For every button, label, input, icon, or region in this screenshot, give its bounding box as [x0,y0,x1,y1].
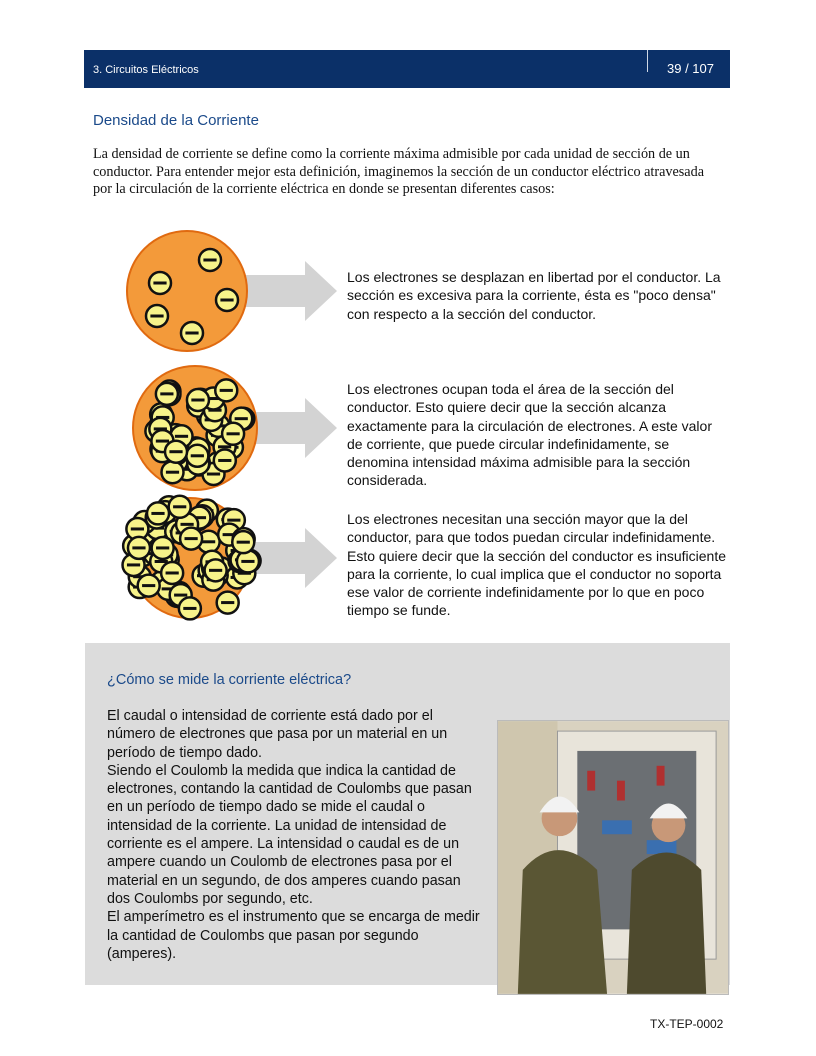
section-heading: Densidad de la Corriente [93,112,259,129]
page-number: 39 / 107 [667,61,714,76]
current-density-diagram [120,228,352,633]
technicians-photo [497,720,729,995]
info-heading: ¿Cómo se mide la corriente eléctrica? [107,672,352,688]
page-header [84,50,730,88]
case-1-text: Los electrones se desplazan en libertad por el conductor. La sección es excesiva para la corriente, ésta es "poco densa" con respecto a la sección del conductor. [347,269,721,322]
arrow-icon [245,398,337,458]
case-2-text: Los electrones ocupan toda el área de la sección del conductor. Esto quiere decir que la sección alcanza exactamente para la circulación de electrones. A este valor de corriente, que puede circular indefinidamente, se denomina intensidad máxima admisible para la sección considerada. [347,381,712,489]
case-3-text: Los electrones necesitan una sección mayor que la del conductor, para que todos puedan circular indefinidamente. Esto quiere decir que la sección del conductor es insuficiente para la corriente, lo cual implica que el conductor no soporta ese valor de corriente indefinidamente por lo que en poco tiempo se funde. [347,511,726,619]
info-text: El caudal o intensidad de corriente está dado por el número de electrones que pasa por un material en un período de tiempo dado. Siendo el Coulomb la medida que indica la cantidad de electrones, contando la cantidad de Coulombs que pasan en un período de tiempo dado se mide el caudal o intensidad de la corriente. La unidad de intensidad de corriente es el ampere. La intensidad o caudal es de un ampere cuando un Coulomb de electrones pasa por el material en un segundo, de dos amperes cuando pasan dos Coulombs por segundo, etc. El amperímetro es el instrumento que se encarga de medir la cantidad de Coulombs que pasan por segundo (amperes). [107,708,480,962]
intro-paragraph: La densidad de corriente se define como la corriente máxima admisible por cada unidad de sección de un conductor. Para entender mejor esta definición, imaginemos la sección de un conductor eléctrico atravesada por la circulación de la corriente eléctrica en donde se presentan diferentes casos: [93,146,704,197]
header-divider [647,50,648,72]
document-code: TX-TEP-0002 [650,1017,724,1031]
section-title: 3. Circuitos Eléctricos [93,64,199,76]
arrow-icon [245,261,337,321]
